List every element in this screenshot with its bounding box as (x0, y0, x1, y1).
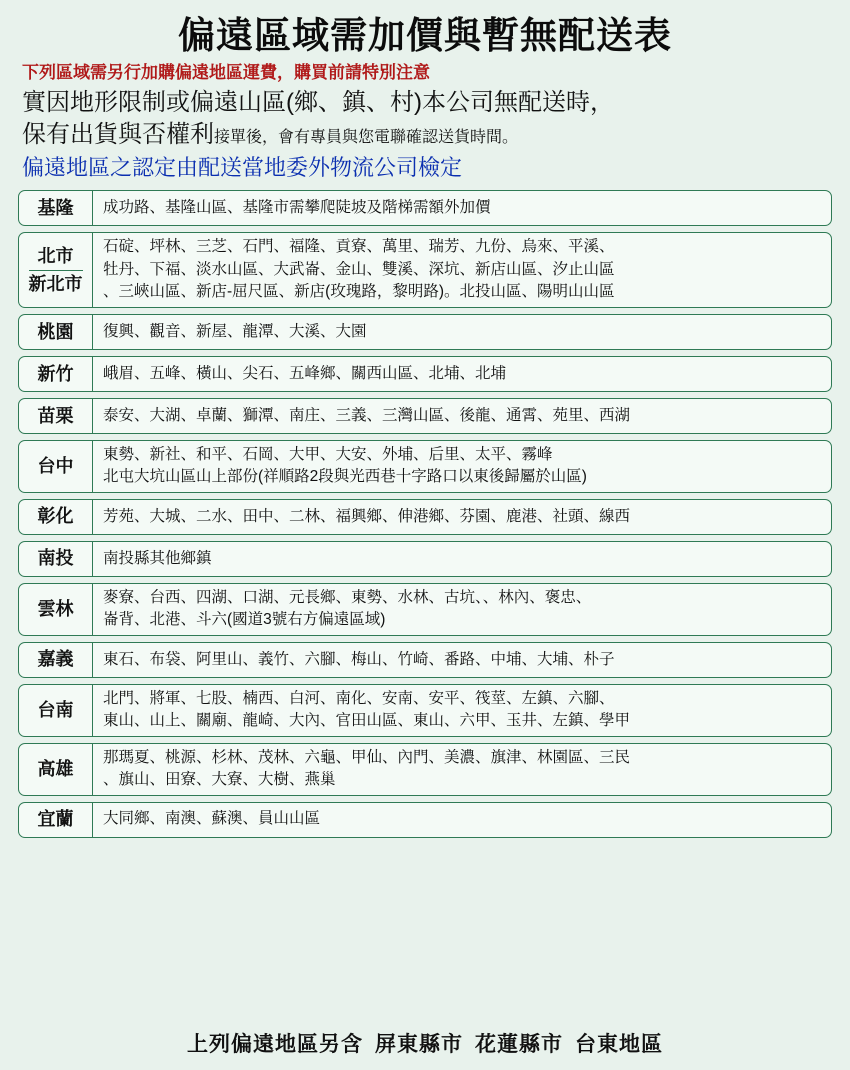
row-label-part-1: 北市 (37, 245, 74, 266)
lead-line-1: 實因地形限制或偏遠山區(鄉、鎮、村)本公司無配送時， (22, 89, 614, 117)
row-label: 桃園 (19, 315, 93, 349)
row-content (93, 643, 831, 677)
table-row (18, 684, 832, 737)
row-content (93, 803, 831, 837)
row-line: 北門、將軍、七股、楠西、白河、南化、安南、安平、筏莖、左鎮、六腳、 (103, 689, 615, 707)
row-line: 東石、布袋、阿里山、義竹、六腳、梅山、竹崎、番路、中埔、大埔、朴子 (103, 650, 615, 668)
row-label: 雲林 (19, 584, 93, 635)
row-line: 大同鄉、南澳、蘇澳、員山山區 (103, 810, 321, 828)
row-content (93, 233, 831, 306)
row-line: 成功路、基隆山區、基隆市需攀爬陡坡及階梯需額外加價 (103, 199, 491, 217)
table-row (18, 190, 832, 226)
row-content (93, 500, 831, 534)
row-label-part-2: 新北市 (28, 273, 83, 294)
row-line: 牡丹、下福、淡水山區、大武崙、金山、雙溪、深坑、新店山區、汐止山區 (103, 260, 615, 278)
table-row (18, 314, 832, 350)
row-line: 、三峽山區、新店-屈尺區、新店(玫瑰路，黎明路)。北投山區、陽明山山區 (103, 283, 615, 301)
row-content (93, 584, 831, 635)
table-row (18, 440, 832, 493)
row-line: 復興、觀音、新屋、龍潭、大溪、大園 (103, 322, 367, 340)
row-label: 彰化 (19, 500, 93, 534)
row-line: 麥寮、台西、四湖、口湖、元長鄉、東勢、水林、古坑、、林內、褒忠、 (103, 588, 592, 606)
table-row (18, 232, 832, 307)
row-label: 基隆 (19, 191, 93, 225)
row-label: 台中 (19, 441, 93, 492)
lead-line-2 (22, 119, 832, 151)
row-label (19, 233, 93, 306)
lead-paragraph (22, 87, 832, 152)
lead-line-2-main: 保有出貨與否權利 (22, 121, 214, 149)
row-content (93, 542, 831, 576)
page-subtitle: 下列區域需另行加購偏遠地區運費，購買前請特別注意 (22, 62, 430, 82)
row-line: 東山、山上、關廟、龍崎、大內、官田山區、東山、六甲、玉井、左鎮、學甲 (103, 712, 631, 730)
row-label: 高雄 (19, 744, 93, 795)
lead-line-2-note: 接單後，會有專員與您電聯確認送貨時間。 (214, 129, 519, 147)
table-row (18, 398, 832, 434)
table-row (18, 743, 832, 796)
row-label: 台南 (19, 685, 93, 736)
row-line: 那瑪夏、桃源、杉林、茂林、六龜、甲仙、內門、美濃、旗津、林園區、三民 (103, 748, 631, 766)
table-row (18, 583, 832, 636)
footer-note (18, 1018, 832, 1062)
row-label: 苗栗 (19, 399, 93, 433)
row-line: 北屯大坑山區山上部份(祥順路2段與光西巷十字路口以東後歸屬於山區) (103, 468, 587, 486)
row-content (93, 685, 831, 736)
row-line: 泰安、大湖、卓蘭、獅潭、南庄、三義、三灣山區、後龍、通霄、苑里、西湖 (103, 406, 631, 424)
row-line: 芳苑、大城、二水、田中、二林、福興鄉、伸港鄉、芬園、鹿港、社頭、線西 (103, 507, 631, 525)
lead-note: 偏遠地區之認定由配送當地委外物流公司檢定 (22, 154, 463, 180)
row-content (93, 315, 831, 349)
row-line: 東勢、新社、和平、石岡、大甲、大安、外埔、后里、太平、霧峰 (103, 445, 553, 463)
footer-item-1: 屏東縣市 (375, 1033, 463, 1056)
row-label: 南投 (19, 542, 93, 576)
row-label: 新竹 (19, 357, 93, 391)
row-line: 石碇、坪林、三芝、石門、福隆、貢寮、萬里、瑞芳、九份、烏來、平溪、 (103, 238, 615, 256)
table-row (18, 356, 832, 392)
row-label: 宜蘭 (19, 803, 93, 837)
row-content (93, 441, 831, 492)
row-content (93, 357, 831, 391)
footer-item-3: 台東地區 (575, 1033, 663, 1056)
page-title: 偏遠區域需加價與暫無配送表 (178, 15, 672, 56)
row-content (93, 191, 831, 225)
table-row (18, 499, 832, 535)
row-line: 峨眉、五峰、橫山、尖石、五峰鄉、關西山區、北埔、北埔 (103, 364, 507, 382)
row-label-divider (29, 270, 83, 271)
footer-item-2: 花蓮縣市 (475, 1033, 563, 1056)
row-line: 、旗山、田寮、大寮、大樹、燕巢 (103, 771, 336, 789)
table-row (18, 642, 832, 678)
area-table (18, 190, 832, 1018)
footer-text: 上列偏遠地區另含 (187, 1033, 363, 1056)
table-row (18, 802, 832, 838)
row-content (93, 744, 831, 795)
row-line: 南投縣其他鄉鎮 (103, 549, 212, 567)
row-label: 嘉義 (19, 643, 93, 677)
row-line: 崙背、北港、斗六(國道3號右方偏遠區域) (103, 611, 386, 629)
table-row (18, 541, 832, 577)
row-content (93, 399, 831, 433)
